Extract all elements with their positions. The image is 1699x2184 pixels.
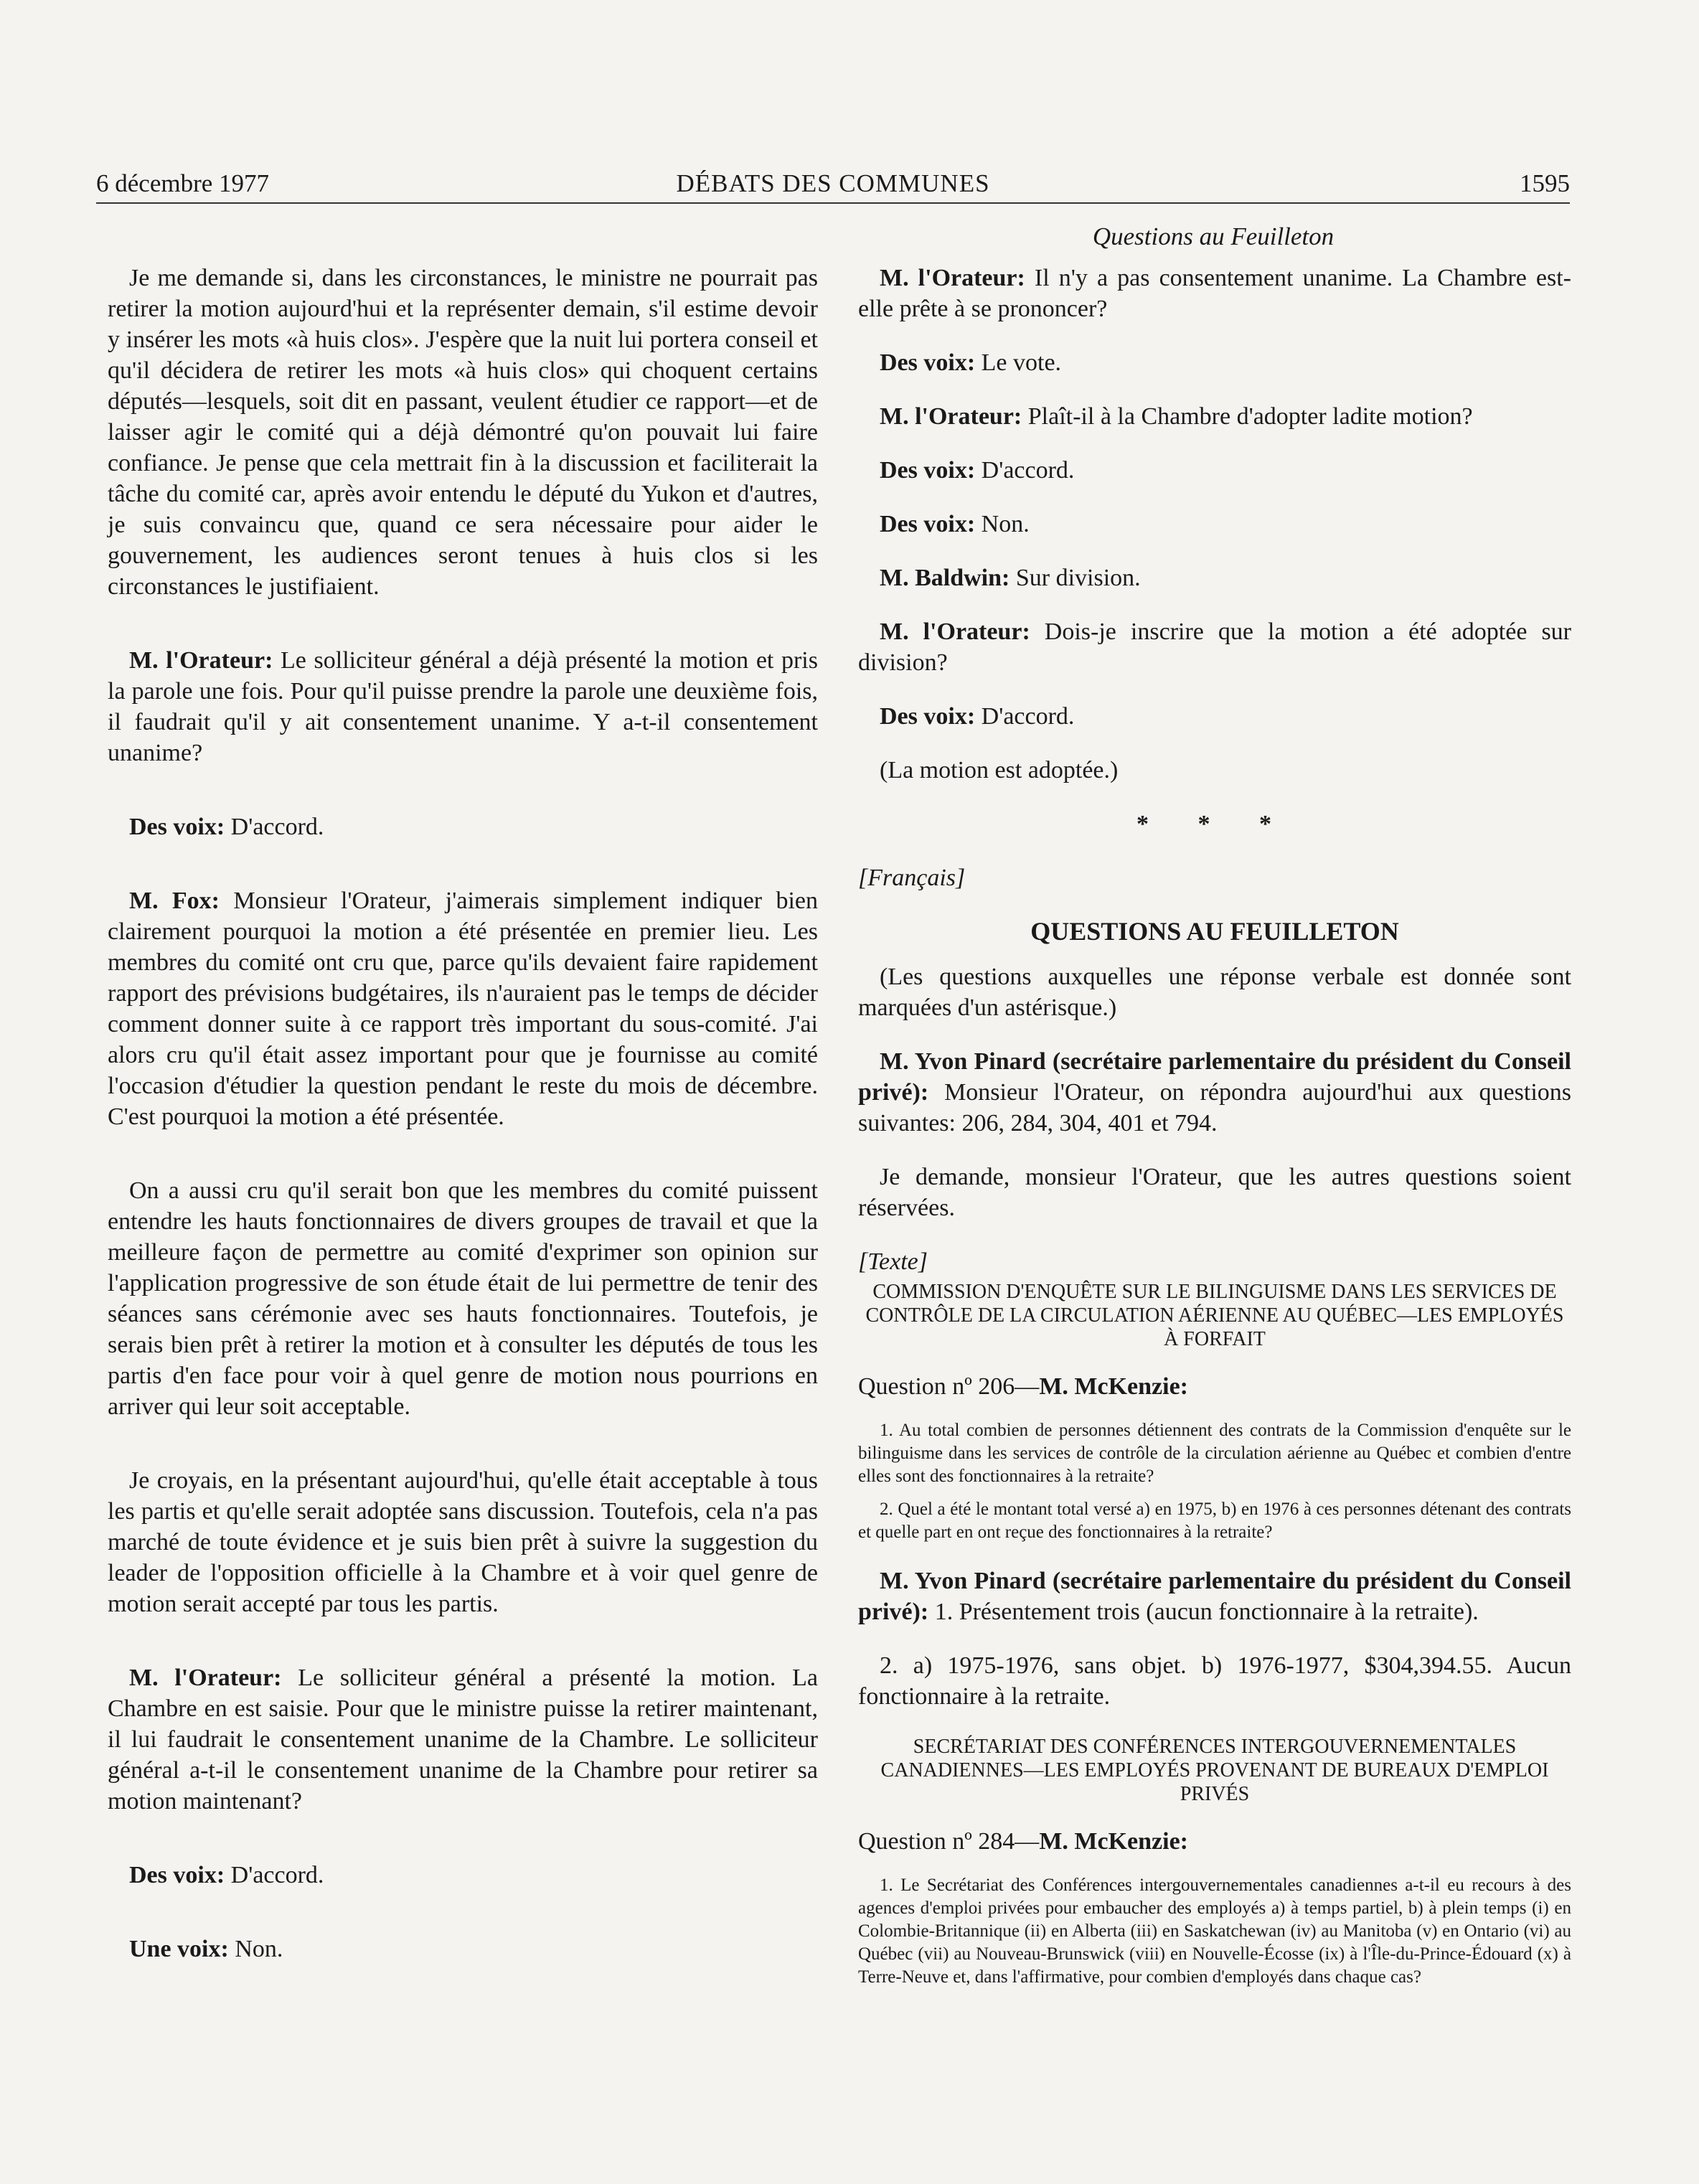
paragraph: M. l'Orateur: Plaît-il à la Chambre d'adopter ladite motion?: [880, 403, 1473, 430]
page-header: [96, 166, 1570, 204]
speaker: M. l'Orateur:: [880, 403, 1022, 430]
paragraph: Des voix: D'accord.: [129, 1862, 324, 1888]
paragraph: Une voix: Non.: [129, 1936, 283, 1962]
speaker: M. Fox:: [129, 888, 220, 914]
question-label: Question nº 284—M. McKenzie:: [858, 1828, 1188, 1855]
section-subheader: Questions au Feuilleton: [1092, 222, 1335, 250]
paragraph: M. l'Orateur: Dois-je inscrire que la motion a été adoptée sur division?: [858, 618, 1571, 676]
paragraph: M. Yvon Pinard (secrétaire parlementaire du président du Conseil privé): 1. Présentement trois (aucun fonctionnaire à la retraite).: [858, 1568, 1571, 1625]
paragraph: Je demande, monsieur l'Orateur, que les autres questions soient réservées.: [858, 1164, 1571, 1221]
header-date: 6 décembre 1977: [96, 169, 270, 197]
paragraph: M. l'Orateur: Le solliciteur général a présenté la motion. La Chambre en est saisie. Pour que le ministre puisse la retirer maintenant, il lui faudrait le consentement unanime de la Chambre. Le solliciteur général a-t-il le consentement unanime de la Chambre pour retirer sa motion maintenant?: [108, 1665, 818, 1814]
language-marker: [Français]: [858, 865, 966, 891]
paragraph: Des voix: D'accord.: [129, 814, 324, 840]
paragraph: On a aussi cru qu'il serait bon que les membres du comité puissent entendre les hauts fonctionnaires de divers groupes de travail et que la meilleure façon de permettre au comité d'exprimer son opinion sur l'application progressive de son étude était de lui permettre de tenir des séances sans cérémonie avec ses hauts fonctionnaires. Toutefois, je serais bien prêt à retirer la motion et à consulter les députés de tous les partis d'en face pour voir à quel genre de motion nous pourrions en arriver qui leur soit acceptable.: [108, 1177, 818, 1420]
speaker: Des voix:: [880, 703, 976, 730]
paragraph: M. Yvon Pinard (secrétaire parlementaire du président du Conseil privé): Monsieur l'Orateur, on répondra aujourd'hui aux questions suivantes: 206, 284, 304, 401 et 794.: [858, 1048, 1571, 1136]
section-separator: * * *: [1136, 811, 1293, 837]
question-text: 1. Le Secrétariat des Conférences intergouvernementales canadiennes a-t-il eu recours à des agences d'emploi privées pour embaucher des employés a) à temps partiel, b) à plein temps (i) en Colombie-Britannique (ii) en Alberta (iii) en Saskatchewan (iv) au Manitoba (v) en Ontario (vi) au Québec (vii) au Nouveau-Brunswick (viii) en Nouvelle-Écosse (ix) à l'Île-du-Prince-Édouard (x) à Terre-Neuve et, dans l'affirmative, pour combien d'employés dans chaque cas?: [858, 1875, 1571, 1987]
paragraph: (Les questions auxquelles une réponse verbale est donnée sont marquées d'un astérisque.): [858, 964, 1571, 1021]
paragraph: Des voix: D'accord.: [880, 457, 1075, 484]
right-column: [858, 263, 1571, 1999]
paragraph: M. Baldwin: Sur division.: [880, 565, 1141, 591]
speaker: M. l'Orateur:: [880, 618, 1030, 645]
paragraph: Des voix: D'accord.: [880, 703, 1075, 730]
page-number: 1595: [1520, 169, 1570, 197]
paragraph: Je me demande si, dans les circonstances, le ministre ne pourrait pas retirer la motion aujourd'hui et la représenter demain, s'il estime devoir y insérer les mots «à huis clos». J'espère que la nuit lui portera conseil et qu'il décidera de retirer les mots «à huis clos» qui choquent certains députés—lesquels, soit dit en passant, veulent étudier ce rapport—et de laisser agir le comité qui a déjà démontré qu'on pouvait lui faire confiance. Je pense que cela mettrait fin à la discussion et faciliterait la tâche du comité car, après avoir entendu le député du Yukon et d'autres, je suis convaincu que, quand ce sera nécessaire pour aider le gouvernement, les audiences seront tenues à huis clos si les circonstances le justifiaient.: [108, 265, 818, 600]
speaker: M. Yvon Pinard (secrétaire parlementaire du président du Conseil privé):: [858, 1048, 1571, 1106]
speaker: Des voix:: [129, 814, 225, 840]
paragraph: 2. a) 1975-1976, sans objet. b) 1976-1977, $304,394.55. Aucun fonctionnaire à la retraite.: [858, 1652, 1571, 1710]
paragraph: Des voix: Le vote.: [880, 349, 1062, 376]
language-marker: [Texte]: [858, 1248, 928, 1275]
paragraph: M. l'Orateur: Le solliciteur général a déjà présenté la motion et pris la parole une fois. Pour qu'il puisse prendre la parole une deuxième fois, il faudrait qu'il y ait consentement unanime. Y a-t-il consentement unanime?: [108, 647, 818, 766]
question-title: COMMISSION D'ENQUÊTE SUR LE BILINGUISME DANS LES SERVICES DE CONTRÔLE DE LA CIRCULATION AÉRIENNE AU QUÉBEC—LES EMPLOYÉS À FORFAIT: [865, 1281, 1564, 1350]
speaker: M. Baldwin:: [880, 565, 1010, 591]
question-label: Question nº 206—M. McKenzie:: [858, 1373, 1188, 1400]
speaker: M. l'Orateur:: [880, 265, 1025, 291]
question-text: 2. Quel a été le montant total versé a) en 1975, b) en 1976 à ces personnes détenant des contrats et quelle part en ont reçue des fonctionnaires à la retraite?: [858, 1500, 1571, 1542]
paragraph: Des voix: Non.: [880, 511, 1030, 537]
question-title: SECRÉTARIAT DES CONFÉRENCES INTERGOUVERNEMENTALES CANADIENNES—LES EMPLOYÉS PROVENANT DE BUREAUX D'EMPLOI PRIVÉS: [880, 1736, 1549, 1805]
paragraph: (La motion est adoptée.): [880, 757, 1119, 783]
speaker: Des voix:: [880, 511, 976, 537]
header-title: DÉBATS DES COMMUNES: [676, 169, 990, 197]
section-heading: QUESTIONS AU FEUILLETON: [1030, 917, 1399, 946]
paragraph: M. l'Orateur: Il n'y a pas consentement unanime. La Chambre est-elle prête à se prononcer?: [858, 265, 1571, 322]
speaker: M. l'Orateur:: [129, 1665, 282, 1691]
left-column: [108, 263, 818, 2008]
speaker: Des voix:: [880, 349, 976, 376]
speaker: Des voix:: [129, 1862, 225, 1888]
paragraph: Je croyais, en la présentant aujourd'hui, qu'elle était acceptable à tous les partis et qu'elle serait adoptée sans discussion. Toutefois, cela n'a pas marché de toute évidence et je suis bien prêt à suivre la suggestion du leader de l'opposition officielle à la Chambre et à voir quel genre de motion serait accepté par tous les partis.: [108, 1467, 818, 1617]
speaker: M. Yvon Pinard (secrétaire parlementaire du président du Conseil privé):: [858, 1568, 1571, 1625]
paragraph: M. Fox: Monsieur l'Orateur, j'aimerais simplement indiquer bien clairement pourquoi la motion a été présentée en premier lieu. Les membres du comité ont cru que, parce qu'ils devaient faire rapidement rapport des prévisions budgétaires, ils n'auraient pas le temps de décider comment donner suite à ce rapport très important du sous-comité. J'ai alors cru qu'il était assez important pour que je fournisse au comité l'occasion d'étudier la question pendant le reste du mois de décembre. C'est pourquoi la motion a été présentée.: [108, 888, 818, 1130]
question-text: 1. Au total combien de personnes détiennent des contrats de la Commission d'enquête sur le bilinguisme dans les services de contrôle de la circulation aérienne au Québec et combien d'entre elles sont des fonctionnaires à la retraite?: [858, 1421, 1571, 1486]
speaker: M. l'Orateur:: [129, 647, 273, 674]
speaker: Une voix:: [129, 1936, 229, 1962]
speaker: Des voix:: [880, 457, 976, 484]
